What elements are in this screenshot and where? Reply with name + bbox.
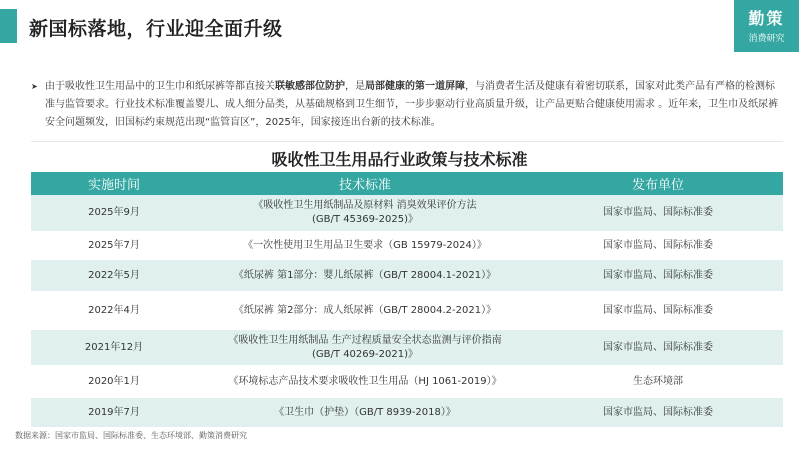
cell-standard: [197, 232, 533, 259]
table-title: 吸收性卫生用品行业政策与技术标准: [271, 150, 528, 169]
cell-publisher: 国家市监局、国际标准委: [533, 195, 783, 232]
brand-logo: [734, 0, 799, 52]
cell-publisher: 国家市监局、国际标准委: [533, 292, 783, 329]
standard-line: 《纸尿裤 第2部分：成人纸尿裤（GB/T 28004.2-2021）》: [233, 304, 497, 316]
standard-line: 《卫生巾（护垫）（GB/T 8939-2018）》: [274, 406, 456, 418]
cell-date: 2022年4月: [31, 292, 197, 329]
cell-date: 2020年1月: [31, 366, 197, 397]
cell-publisher: 国家市监局、国际标准委: [533, 329, 783, 366]
table-header-row: [31, 172, 783, 195]
cell-standard: [197, 366, 533, 397]
source-note: 数据来源：国家市监局、国际标准委、生态环境部、勤策消费研究: [15, 431, 247, 440]
cell-publisher: 国家市监局、国际标准委: [533, 232, 783, 259]
standard-line: 《吸收性卫生用纸制品及原材料 消臭效果评价方法: [253, 200, 477, 211]
brand-subtitle: 消费研究: [748, 34, 785, 44]
table-row: [31, 232, 783, 259]
divider: [31, 141, 783, 142]
standard-line: 《吸收性卫生用纸制品 生产过程质量安全状态监测与评价指南: [228, 334, 502, 346]
table-row: [31, 329, 783, 366]
intro-paragraph: [31, 78, 783, 132]
cell-standard: [197, 195, 533, 232]
page-title: 新国标落地，行业迎全面升级: [29, 18, 283, 40]
cell-standard: [197, 292, 533, 329]
cell-publisher: 生态环境部: [533, 366, 783, 397]
cell-date: 2019年7月: [31, 397, 197, 428]
cell-standard: [197, 397, 533, 428]
standard-line: (GB/T 45369-2025)》: [312, 214, 418, 225]
table-row: [31, 397, 783, 428]
brand-name: 勤策: [748, 9, 785, 28]
intro-bold-1: 联敏感部位防护: [275, 81, 345, 92]
header-publisher: 发布单位: [533, 172, 783, 195]
standard-line: 《一次性使用卫生用品卫生要求（GB 15979-2024）》: [243, 239, 487, 251]
header-standard: 技术标准: [197, 172, 533, 195]
table-row: [31, 366, 783, 397]
table-row: [31, 259, 783, 292]
intro-text-part1: 由于吸收性卫生用品中的卫生巾和纸尿裤等都直接关: [45, 81, 275, 92]
intro-text-part2: ，是: [345, 81, 365, 92]
cell-date: 2021年12月: [31, 329, 197, 366]
standard-line: (GB/T 40269-2021)》: [312, 348, 418, 360]
cell-publisher: 国家市监局、国际标准委: [533, 259, 783, 292]
table-row: [31, 292, 783, 329]
standard-line: 《纸尿裤 第1部分：婴儿纸尿裤（GB/T 28004.1-2021）》: [233, 269, 497, 281]
header-date: 实施时间: [31, 172, 197, 195]
triangle-right-icon: ➤: [31, 82, 38, 91]
policy-table: [31, 172, 783, 429]
intro-bold-2: 局部健康的第一道屏障: [365, 81, 465, 92]
cell-date: 2025年7月: [31, 232, 197, 259]
cell-publisher: 国家市监局、国际标准委: [533, 397, 783, 428]
header-accent-bar: [0, 9, 17, 43]
table-row: [31, 195, 783, 232]
cell-standard: [197, 259, 533, 292]
cell-date: 2022年5月: [31, 259, 197, 292]
cell-standard: [197, 329, 533, 366]
header-bar: [0, 0, 799, 52]
intro-text-part3: ，与消费者生活及健康有着密切联系，国家对此类产品有严格的检测标准与监管要求。行业技术标准覆盖婴儿、成人细分品类，从基础规格到卫生细节，一步步驱动行业高质量升级，让产品更贴合健康使用需求 。近年来，卫生巾及纸尿裤安全问题频发，旧国标约束规范出现“监管盲区”，2025年，国家接连出台新的技术标准。: [45, 81, 779, 128]
cell-date: 2025年9月: [31, 195, 197, 232]
standard-line: 《环境标志产品技术要求吸收性卫生用品（HJ 1061-2019）》: [228, 375, 502, 387]
